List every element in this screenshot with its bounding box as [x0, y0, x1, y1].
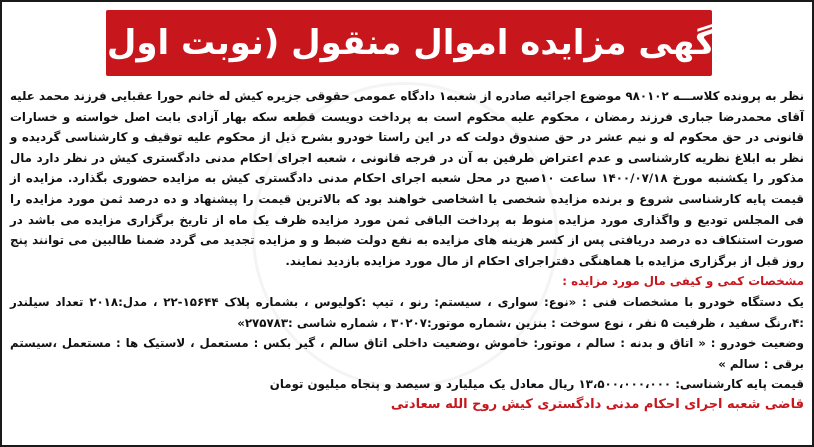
notice-body	[10, 86, 804, 416]
judge-signature: قاضی شعبه اجرای احکام مدنی دادگستری کیش روح الله سعادتی	[390, 396, 804, 412]
notice-header	[91, 10, 727, 76]
spec-price-line: قیمت پایه کارشناسی: ۱۳،۵۰۰،۰۰۰،۰۰۰ ریال معادل یک میلیارد و سیصد و پنجاه میلیون تومان	[269, 377, 804, 392]
notice-paragraph: نظر به پرونده کلاســـه ۹۸۰۱۰۲ موضوع اجرائیه صادره از شعبه۱ دادگاه عمومی حقوقی جزیره کیش له خانم حورا عقبایی فرزند محمد علیه آقای محمدرضا جباری فرزند رمضان ، محکوم علیه محکوم است به پرداخت دویست قطعه سکه بهار آزادی بابت اصل خواسته و خسارات قانونی در حق محکوم له و نیم عشر در حق صندوق دولت که در این راستا خودرو بشرح ذیل از محکوم علیه توقیف و کارشناسی گردیده و نظر به ابلاغ نظریه کارشناسی و عدم اعتراض طرفین به آن در فرجه قانونی ، شعبه اجرای احکام مدنی دادگستری کیش در نظر دارد مال مذکور را یکشنبه مورخ ۱۴۰۰/۰۷/۱۸ ساعت ۱۰صبح در محل شعبه اجرای احکام مدنی دادگستری کیش به مزایده حضوری بگذارد. مزایده از قیمت پایه کارشناسی شروع و برنده مزایده شخصی یا اشخاصی خواهند بود که بالاترین قیمت را پیشنهاد و ده درصد ثمن مورد مزایده را فی المجلس تودیع و واگذاری مورد مزایده منوط به پرداخت الباقی ثمن مورد مزایده ظرف یک ماه از تاریخ برگزاری مزایده می باشد در صورت استنکاف ده درصد دریافتی پس از کسر هزینه های مزایده به نفع دولت ضبط و و مزایده تجدید می گردد ضمنا طالبین می توانند پنج روز قبل از برگزاری مزایده با هماهنگی دفتراجرای احکام از مال مورد مزایده بازدید نمایند.	[10, 89, 804, 268]
spec-condition-line: وضعیت خودرو : « اتاق و بدنه : سالم ، موتور: خاموش ،وضعیت داخلی اتاق سالم ، گیر بکس : مستعمل ، لاستیک ها : مستعمل ،سیستم برقی : سالم »	[10, 336, 804, 371]
notice-title: آگهی مزایده اموال منقول (نوبت اول)	[91, 23, 727, 63]
specs-title: مشخصات کمی و کیفی مال مورد مزایده :	[562, 274, 804, 289]
spec-vehicle-line: یک دستگاه خودرو با مشخصات فنی : «نوع: سواری ، سیستم: رنو ، تیپ :کولیوس ، بشماره پلاک ۱۵۶۴۴-۲۲ ، مدل:۲۰۱۸ تعداد سیلندر :۴،رنگ سفید ، ظرفیت ۵ نفر ، نوع سوخت : بنزین ،شماره موتور:۳۰۲۰۷ ، شماره شاسی :۲۷۵۷۸۳»	[10, 294, 804, 330]
